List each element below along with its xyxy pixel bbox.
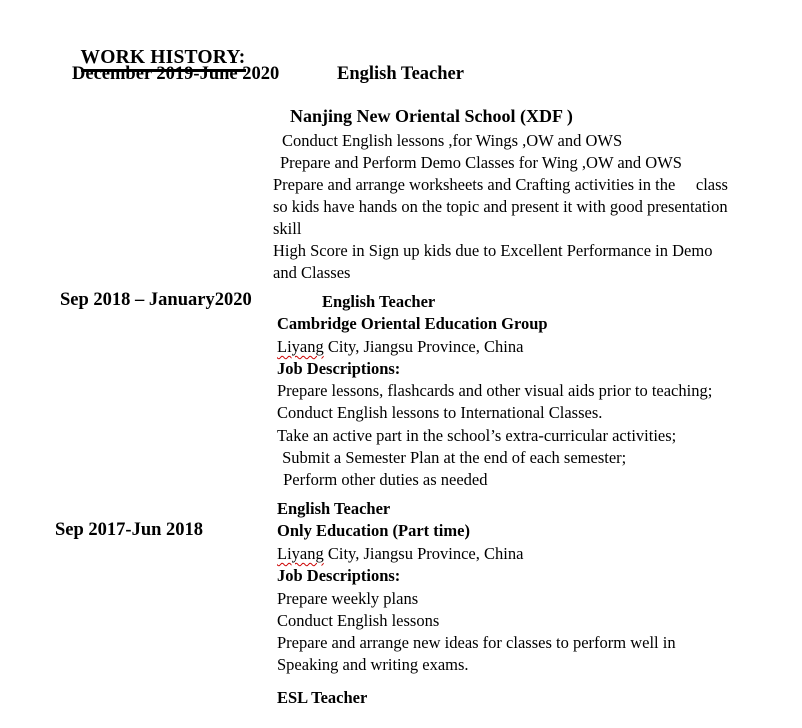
job2-location — [277, 337, 523, 357]
job2-line: Perform other duties as needed — [279, 470, 488, 489]
job3-role: English Teacher — [277, 499, 391, 518]
job3-company: Only Education (Part time) — [277, 521, 470, 540]
job2-line: Take an active part in the school’s extra-curricular activities; — [277, 426, 677, 445]
job3-line: Prepare weekly plans — [277, 589, 419, 608]
job1-line: so kids have hands on the topic and present it with good presentation — [273, 197, 728, 216]
job1-line: and Classes — [273, 263, 351, 282]
job1-role: English Teacher — [337, 64, 464, 84]
job2-line: Submit a Semester Plan at the end of each semester; — [278, 448, 627, 467]
job2-company: Cambridge Oriental Education Group — [277, 314, 548, 333]
job1-line: Prepare and arrange worksheets and Crafting activities in the class — [273, 175, 728, 194]
job1-dates: December 2019-June 2020 — [72, 64, 280, 84]
job2-dates: Sep 2018 – January2020 — [60, 290, 252, 310]
job4-role: ESL Teacher — [277, 688, 368, 707]
job1-line: Prepare and Perform Demo Classes for Wing ,OW and OWS — [280, 153, 682, 172]
job2-role: English Teacher — [322, 292, 436, 311]
job2-line: Prepare lessons, flashcards and other visual aids prior to teaching; — [277, 381, 713, 400]
job1-line: Conduct English lessons ,for Wings ,OW and OWS — [282, 131, 623, 150]
job3-location — [277, 544, 523, 564]
job1-line: High Score in Sign up kids due to Excellent Performance in Demo — [273, 241, 713, 260]
job3-line: Conduct English lessons — [277, 611, 440, 630]
job1-company: Nanjing New Oriental School (XDF ) — [290, 106, 573, 126]
job1-line: skill — [273, 219, 302, 238]
job3-dates: Sep 2017-Jun 2018 — [55, 520, 204, 540]
job3-location-city: Liyang — [277, 544, 324, 563]
job2-location-city: Liyang — [277, 337, 324, 356]
job3-line: Prepare and arrange new ideas for classes to perform well in — [277, 633, 676, 652]
section-heading-text: WORK HISTORY: — [81, 47, 246, 72]
job2-section-label: Job Descriptions: — [277, 359, 401, 378]
job2-location-rest: City, Jiangsu Province, China — [323, 337, 524, 356]
job3-section-label: Job Descriptions: — [277, 566, 401, 585]
job3-line: Speaking and writing exams. — [277, 655, 469, 674]
job3-location-rest: City, Jiangsu Province, China — [323, 544, 524, 563]
job2-line: Conduct English lessons to International Classes. — [277, 403, 603, 422]
